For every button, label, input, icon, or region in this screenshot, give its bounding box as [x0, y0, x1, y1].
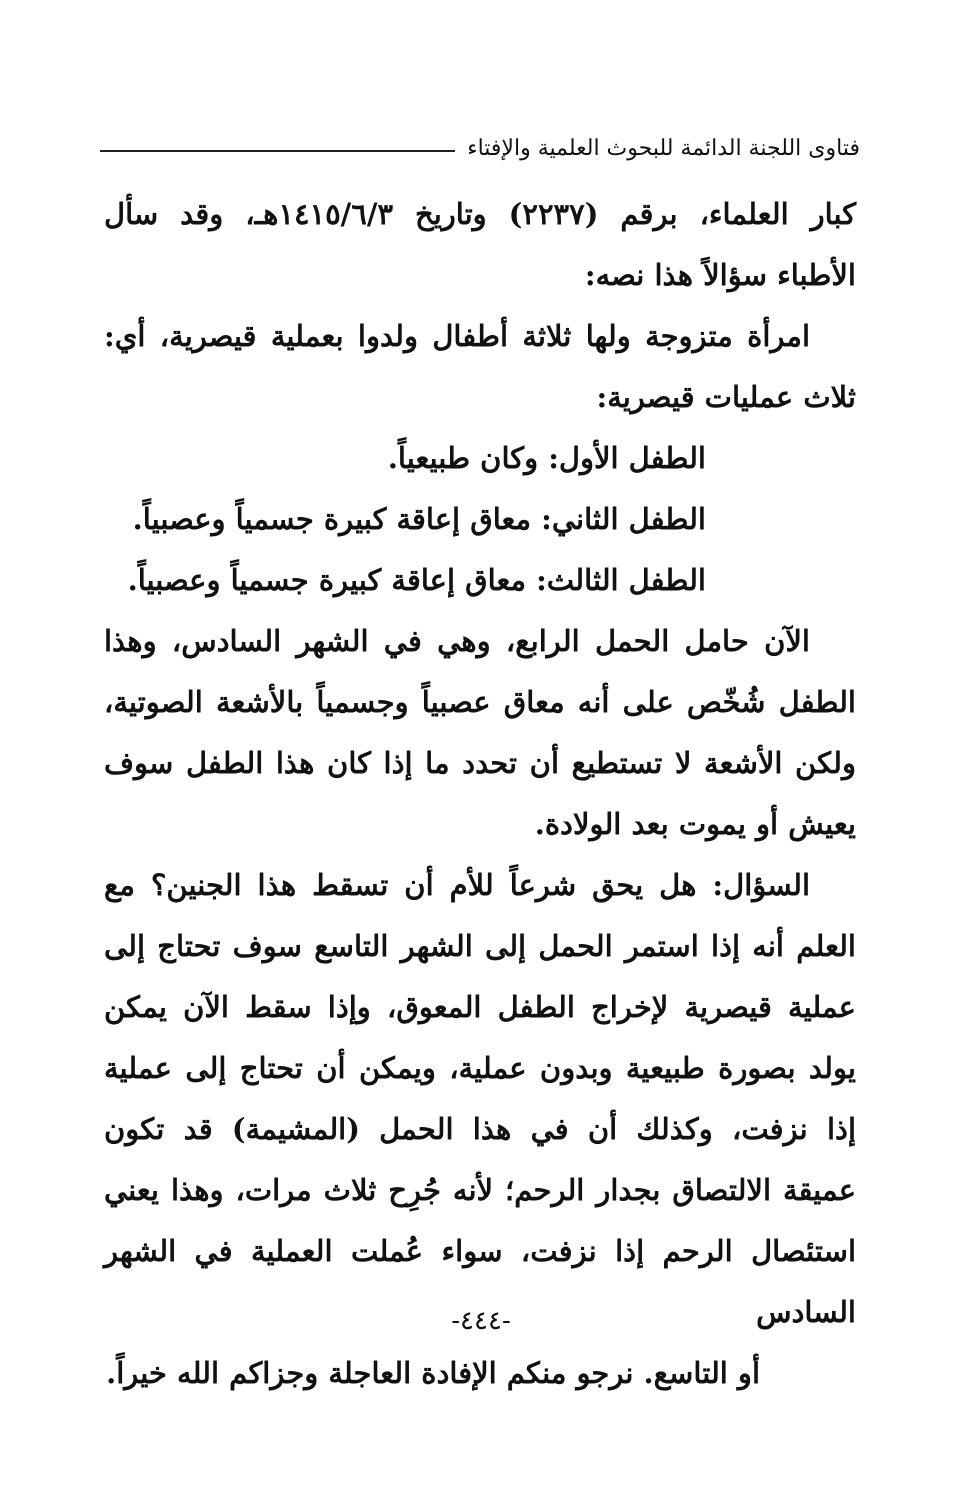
running-header — [100, 128, 860, 168]
child-3-line: الطفل الثالث: معاق إعاقة كبيرة جسمياً وعصبياً. — [127, 563, 706, 597]
paragraph-case: امرأة متزوجة ولها ثلاثة أطفال ولدوا بعملية قيصرية، أي: ثلاث عمليات قيصرية: — [104, 319, 856, 414]
paragraph-current-pregnancy: الآن حامل الحمل الرابع، وهي في الشهر السادس، وهذا الطفل شُخّص على أنه معاق عصبياً وجسمياً بالأشعة الصوتية، ولكن الأشعة لا تستطيع أن تحدد ما إذا كان هذا الطفل سوف يعيش أو يموت بعد الولادة. — [104, 624, 856, 841]
child-1-line: الطفل الأول: وكان طبيعياً. — [387, 441, 706, 475]
page-body — [104, 184, 856, 1404]
book-title: فتاوى اللجنة الدائمة للبحوث العلمية والإفتاء — [467, 135, 860, 161]
header-rule — [100, 150, 455, 152]
paragraph-question: السؤال: هل يحق شرعاً للأم أن تسقط هذا الجنين؟ مع العلم أنه إذا استمر الحمل إلى الشهر التاسع سوف تحتاج إلى عملية قيصرية لإخراج الطفل المعوق، وإذا سقط الآن يمكن يولد بصورة طبيعية وبدون عملية، ويمكن أن تحتاج إلى عملية إذا نزفت، وكذلك أن في هذا الحمل (المشيمة) قد تكون عميقة الالتصاق بجدار الرحم؛ لأنه جُرِح ثلاث مرات، وهذا يعني استئصال الرحم إذا نزفت، سواء عُملت العملية في الشهر السادس — [104, 868, 856, 1329]
child-2-line: الطفل الثاني: معاق إعاقة كبيرة جسمياً وعصبياً. — [132, 502, 706, 536]
paragraph-intro: كبار العلماء، برقم (٢٢٣٧) وتاريخ ١٤١٥/٦/٣هـ، وقد سأل الأطباء سؤالاً هذا نصه: — [104, 197, 857, 292]
paragraph-question-closing: أو التاسع. نرجو منكم الإفادة العاجلة وجزاكم الله خيراً. — [106, 1356, 760, 1390]
page-number: -٤٤٤- — [451, 1306, 511, 1336]
